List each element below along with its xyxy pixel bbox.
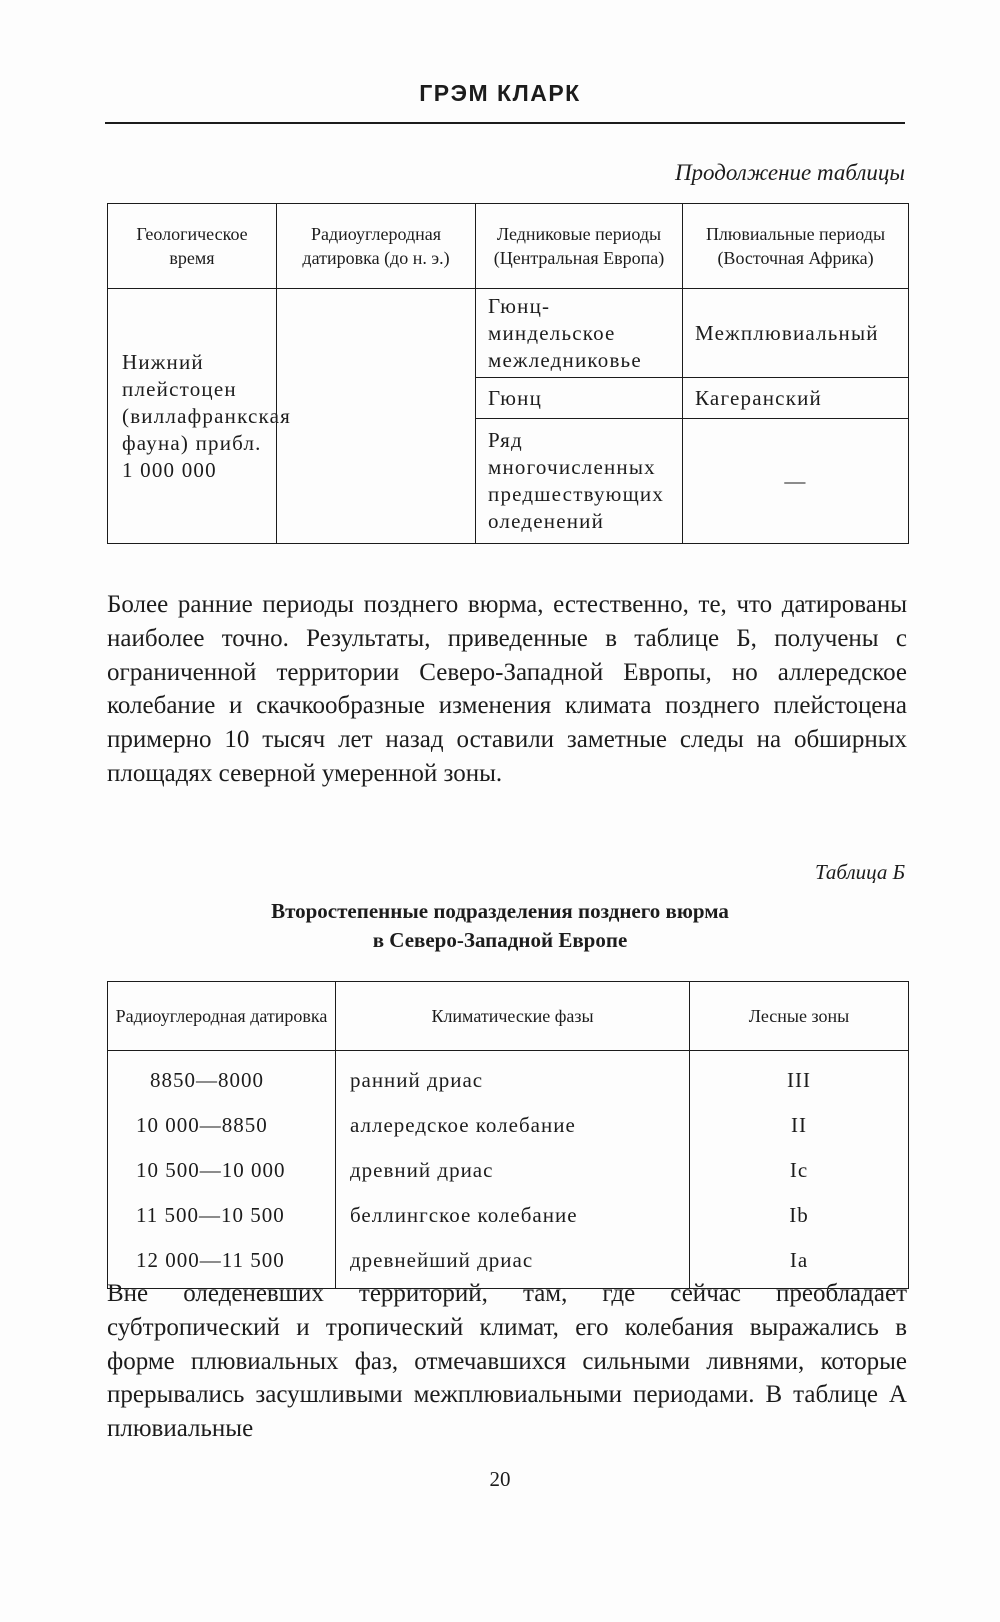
date-cell: 11 500—10 500	[108, 1193, 336, 1238]
zone-cell: Ib	[690, 1193, 909, 1238]
glacial-period-cell: Гюнц-миндельское межледниковье	[476, 289, 683, 378]
table-a-header-cell: Ледниковые периоды (Центральная Европа)	[476, 204, 683, 289]
table-a-header-cell: Радиоуглеродная датировка (до н. э.)	[277, 204, 476, 289]
table-a-row	[108, 289, 909, 378]
table-a-header-cell: Геологическое время	[108, 204, 277, 289]
pluvial-period-cell: Межплювиальный	[683, 289, 909, 378]
table-b-caption: Таблица Б	[814, 860, 905, 884]
phase-cell: древний дриас	[336, 1148, 690, 1193]
phase-cell: аллередское колебание	[336, 1103, 690, 1148]
page-number: 20	[489, 1467, 511, 1491]
table-b-row	[108, 1148, 909, 1193]
zone-cell: Ia	[690, 1238, 909, 1289]
running-header: ГРЭМ КЛАРК	[419, 80, 581, 106]
header-rule	[105, 122, 905, 124]
pluvial-period-cell: Кагеранский	[683, 378, 909, 419]
table-b-title	[0, 897, 1000, 955]
table-b	[107, 981, 909, 1289]
date-cell: 8850—8000	[108, 1051, 336, 1104]
zone-cell: II	[690, 1103, 909, 1148]
glacial-period-cell: Ряд многочисленных предшествующих оледенений	[476, 419, 683, 544]
table-b-header-cell: Климатические фазы	[336, 982, 690, 1051]
date-cell: 10 500—10 000	[108, 1148, 336, 1193]
zone-cell: III	[690, 1051, 909, 1104]
table-b-header-row	[108, 982, 909, 1051]
date-cell: 12 000—11 500	[108, 1238, 336, 1289]
table-a-header-row	[108, 204, 909, 289]
table-b-title-line: Второстепенные подразделения позднего вюрма	[271, 899, 729, 923]
pluvial-period-cell: —	[683, 419, 909, 544]
table-b-row	[108, 1051, 909, 1104]
table-b-row	[108, 1103, 909, 1148]
phase-cell: древнейший дриас	[336, 1238, 690, 1289]
table-a-header-cell: Плювиальные периоды (Восточная Африка)	[683, 204, 909, 289]
body-paragraph: Вне оледеневших территорий, там, где сейчас преобладает субтропический и тропический климат, его колебания выражались в форме плювиальных фаз, отмечавшихся сильными ливнями, которые прерывались засушливыми межплювиальными периодами. В таблице А плювиальные	[107, 1280, 907, 1443]
radiocarbon-cell	[277, 289, 476, 544]
phase-cell: ранний дриас	[336, 1051, 690, 1104]
table-b-header-cell: Лесные зоны	[690, 982, 909, 1051]
geological-time-cell: Нижний плейстоцен (виллафранкская фауна) прибл. 1 000 000	[108, 289, 277, 544]
table-b-title-line: в Северо-Западной Европе	[372, 928, 628, 952]
table-b-header-cell: Радиоуглеродная датировка	[108, 982, 336, 1051]
date-cell: 10 000—8850	[108, 1103, 336, 1148]
phase-cell: беллингское колебание	[336, 1193, 690, 1238]
body-paragraph: Более ранние периоды позднего вюрма, естественно, те, что датированы наиболее точно. Результаты, приведенные в таблице Б, получены с ограниченной территории Северо-Западной Европы, но аллередское колебание и скачкообразные изменения климата позднего плейстоцена примерно 10 тысяч лет назад оставили заметные следы на обширных площадях северной умеренной зоны.	[107, 591, 907, 787]
table-a-continuation-caption: Продолжение таблицы	[674, 160, 905, 185]
glacial-period-cell: Гюнц	[476, 378, 683, 419]
zone-cell: Ic	[690, 1148, 909, 1193]
table-a	[107, 203, 909, 544]
table-b-row	[108, 1193, 909, 1238]
